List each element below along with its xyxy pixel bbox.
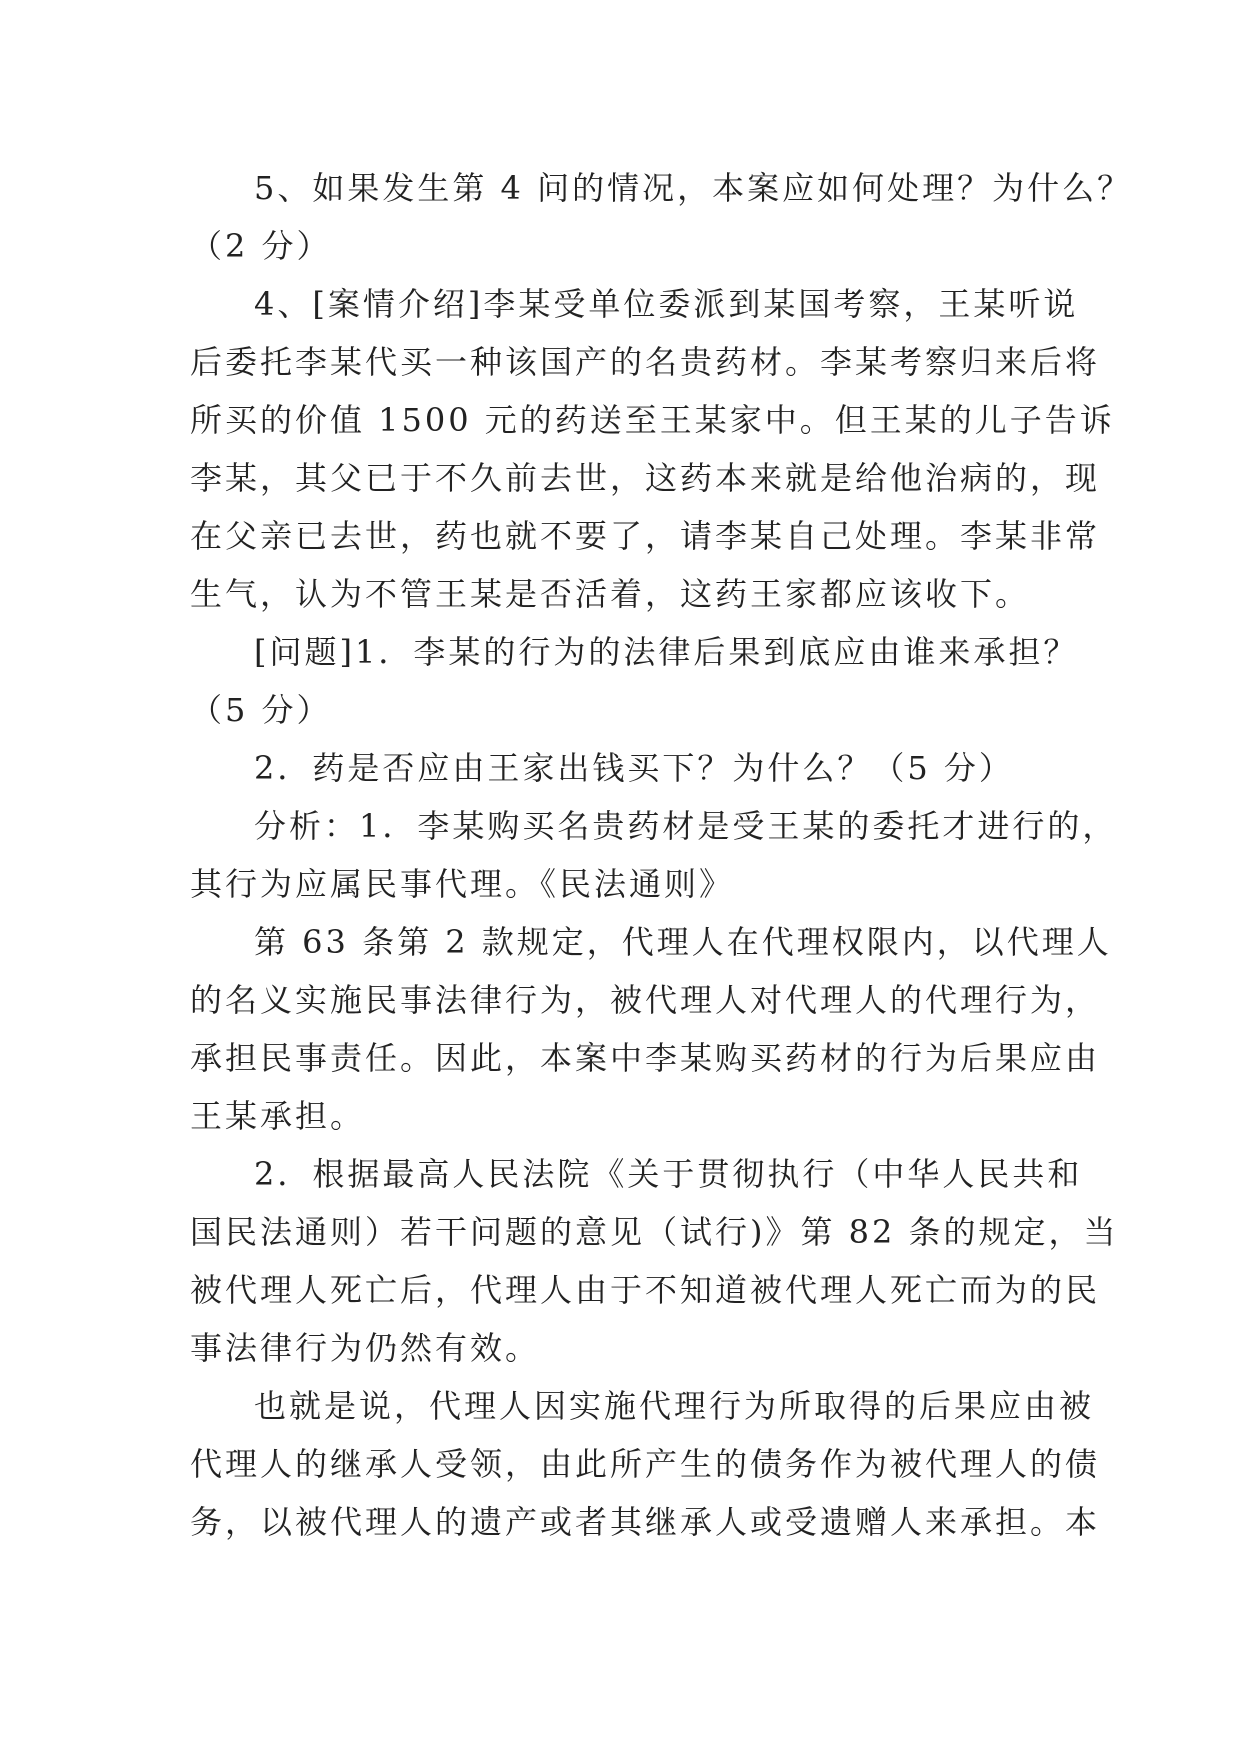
text-line: 事法律行为仍然有效。 [190, 1329, 541, 1367]
text-line: （2 分） [190, 227, 332, 265]
text-line: 4、[案情介绍]李某受单位委派到某国考察，王某听说 [254, 285, 1079, 323]
document-body [190, 159, 1133, 1551]
text-line: 生气，认为不管王某是否活着，这药王家都应该收下。 [190, 575, 1031, 613]
text-line: 其行为应属民事代理。《民法通则》 [190, 865, 735, 903]
text-line: 李某，其父已于不久前去世，这药本来就是给他治病的，现 [190, 459, 1101, 497]
text-line: （5 分） [190, 691, 332, 729]
text-line: 分析：1．李某购买名贵药材是受王某的委托才进行的， [254, 807, 1118, 845]
text-line: 国民法通则）若干问题的意见（试行)》第 82 条的规定，当 [190, 1213, 1119, 1251]
text-line: 2．药是否应由王家出钱买下？为什么？（5 分） [254, 749, 1014, 787]
text-line: 代理人的继承人受领，由此所产生的债务作为被代理人的债 [190, 1445, 1101, 1483]
text-line: 在父亲已去世，药也就不要了，请李某自己处理。李某非常 [190, 517, 1101, 555]
text-line: 务，以被代理人的遗产或者其继承人或受遗赠人来承担。本 [190, 1503, 1101, 1541]
text-line: [问题]1．李某的行为的法律后果到底应由谁来承担？ [254, 633, 1079, 671]
text-line: 后委托李某代买一种该国产的名贵药材。李某考察归来后将 [190, 343, 1101, 381]
text-line: 也就是说，代理人因实施代理行为所取得的后果应由被 [254, 1387, 1095, 1425]
text-line: 王某承担。 [190, 1097, 366, 1135]
text-line: 第 63 条第 2 款规定，代理人在代理权限内，以代理人 [254, 923, 1112, 961]
text-line: 被代理人死亡后，代理人由于不知道被代理人死亡而为的民 [190, 1271, 1101, 1309]
text-line: 5、如果发生第 4 问的情况，本案应如何处理？为什么？ [254, 169, 1133, 207]
text-line: 的名义实施民事法律行为，被代理人对代理人的代理行为， [190, 981, 1101, 1019]
text-line: 承担民事责任。因此，本案中李某购买药材的行为后果应由 [190, 1039, 1101, 1077]
text-line: 2．根据最高人民法院《关于贯彻执行（中华人民共和 [254, 1155, 1083, 1193]
text-line: 所买的价值 1500 元的药送至王某家中。但王某的儿子告诉 [190, 401, 1115, 439]
